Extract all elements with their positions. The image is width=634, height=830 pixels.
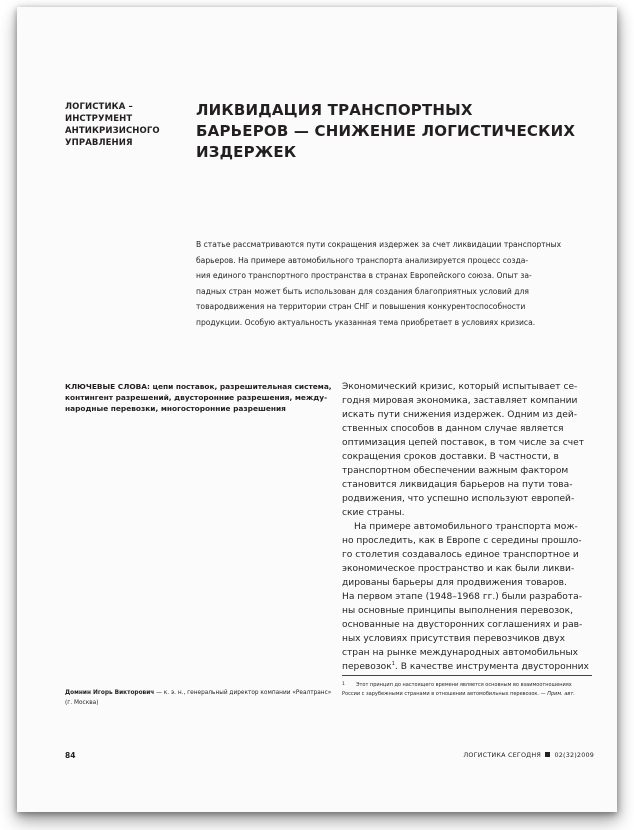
title-line: ИЗДЕРЖЕК bbox=[196, 143, 297, 161]
issue-number: 02(32)2009 bbox=[554, 751, 594, 759]
abstract-line: продукции. Особую актуальность указанная тема приобретает в условиях кризиса. bbox=[196, 317, 536, 327]
title-line: ЛИКВИДАЦИЯ ТРАНСПОРТНЫХ bbox=[196, 101, 473, 119]
author-name: Домнин Игорь Викторович bbox=[65, 690, 155, 696]
body-line: ские страны. bbox=[342, 508, 405, 518]
abstract-line: товародвижения на территории стран СНГ и повышения конкурентоспособности bbox=[196, 302, 526, 312]
keywords-line: КЛЮЧЕВЫЕ СЛОВА: цепи поставок, разрешительная система, bbox=[65, 382, 332, 391]
abstract-line: барьеров. На примере автомобильного транспорта анализируется процесс созда- bbox=[196, 255, 529, 265]
keywords-line: народные перевозки, многосторонние разрешения bbox=[65, 404, 286, 414]
square-separator-icon bbox=[545, 752, 550, 757]
footnote-dash: — bbox=[539, 690, 548, 697]
abstract-line: ния единого транспортного пространства в странах Европейского союза. Опыт за- bbox=[196, 271, 532, 281]
body-line: искать пути снижения издержек. Одним из дей- bbox=[342, 410, 578, 420]
body-line: основанные на двусторонних соглашениях и рав- bbox=[342, 620, 583, 630]
body-line: родвижения, что успешно используют европей- bbox=[342, 494, 575, 504]
author-info bbox=[65, 688, 332, 708]
body-line: сокращения сроков доставки. В частности, в bbox=[342, 452, 559, 462]
body-line: ственных способов в данном случае является bbox=[342, 424, 564, 434]
body-text-fragment: перевозок bbox=[342, 662, 392, 672]
footnote bbox=[342, 681, 592, 698]
footnote-reference[interactable]: 1 bbox=[391, 660, 395, 667]
section-rubric bbox=[65, 101, 185, 149]
body-line: ных условиях присутствия перевозчиков двух bbox=[342, 634, 566, 644]
body-line: го столетия создавалось единое транспортное и bbox=[342, 550, 579, 560]
body-line: годня мировая экономика, заставляет компании bbox=[342, 396, 578, 406]
body-line: транспортном обеспечении важным фактором bbox=[342, 466, 569, 476]
article-abstract bbox=[196, 237, 582, 331]
body-line: становится ликвидация барьеров на пути това- bbox=[342, 480, 573, 490]
keywords-line: контингент разрешений, двусторонние разрешения, между- bbox=[65, 393, 328, 403]
body-line: ны основные принципы выполнения перевозок, bbox=[342, 606, 573, 616]
rubric-line: ЛОГИСТИКА – bbox=[65, 102, 133, 112]
footnote-mark: 1 bbox=[342, 682, 345, 687]
journal-name: ЛОГИСТИКА СЕГОДНЯ bbox=[463, 751, 542, 759]
footnote-text: России с зарубежными странами в отношении автомобильных перевозок. bbox=[342, 690, 540, 697]
body-line: оптимизация цепей поставок, в том числе за счет bbox=[342, 438, 585, 448]
footnote-author-note: Прим. авт. bbox=[547, 690, 575, 697]
body-line: На примере автомобильного транспорта мож- bbox=[354, 522, 578, 532]
body-line: экономическое пространство и как были ликви- bbox=[342, 564, 575, 574]
rubric-line: ИНСТРУМЕНТ bbox=[65, 114, 133, 124]
body-line: но проследить, как в Европе с середины прошло- bbox=[342, 536, 582, 546]
body-line: На первом этапе (1948–1968 гг.) были разработа- bbox=[342, 592, 582, 602]
rubric-line: АНТИКРИЗИСНОГО bbox=[65, 126, 160, 136]
article-body bbox=[342, 380, 592, 674]
footnote-divider bbox=[342, 675, 592, 676]
title-line: БАРЬЕРОВ — СНИЖЕНИЕ ЛОГИСТИЧЕСКИХ bbox=[196, 122, 576, 140]
body-text-fragment: . В качестве инструмента двусторонних bbox=[394, 662, 589, 672]
keywords-block bbox=[65, 381, 332, 415]
body-line-last bbox=[342, 660, 592, 674]
abstract-line: падных стран может быть использован для создания благоприятных условий для bbox=[196, 286, 529, 296]
author-line bbox=[65, 688, 332, 698]
page-number: 84 bbox=[65, 751, 76, 760]
rubric-line: УПРАВЛЕНИЯ bbox=[65, 138, 133, 148]
body-line: дированы барьеры для продвижения товаров. bbox=[342, 578, 567, 588]
footnote-line-2 bbox=[342, 690, 592, 699]
author-credentials: — к. э. н., генеральный директор компании «Реалтранс» bbox=[154, 690, 332, 696]
running-footer bbox=[463, 751, 594, 759]
abstract-line: В статье рассматриваются пути сокращения издержек за счет ликвидации транспортных bbox=[196, 240, 562, 249]
footnote-line: Этот принцип до настоящего времени является основным во взаимоотношениях bbox=[356, 682, 572, 688]
body-line: Экономический кризис, который испытывает се- bbox=[342, 382, 578, 392]
author-city: (г. Москва) bbox=[65, 700, 99, 706]
body-line: стран на рынке международных автомобильных bbox=[342, 648, 579, 658]
article-title bbox=[196, 100, 576, 163]
